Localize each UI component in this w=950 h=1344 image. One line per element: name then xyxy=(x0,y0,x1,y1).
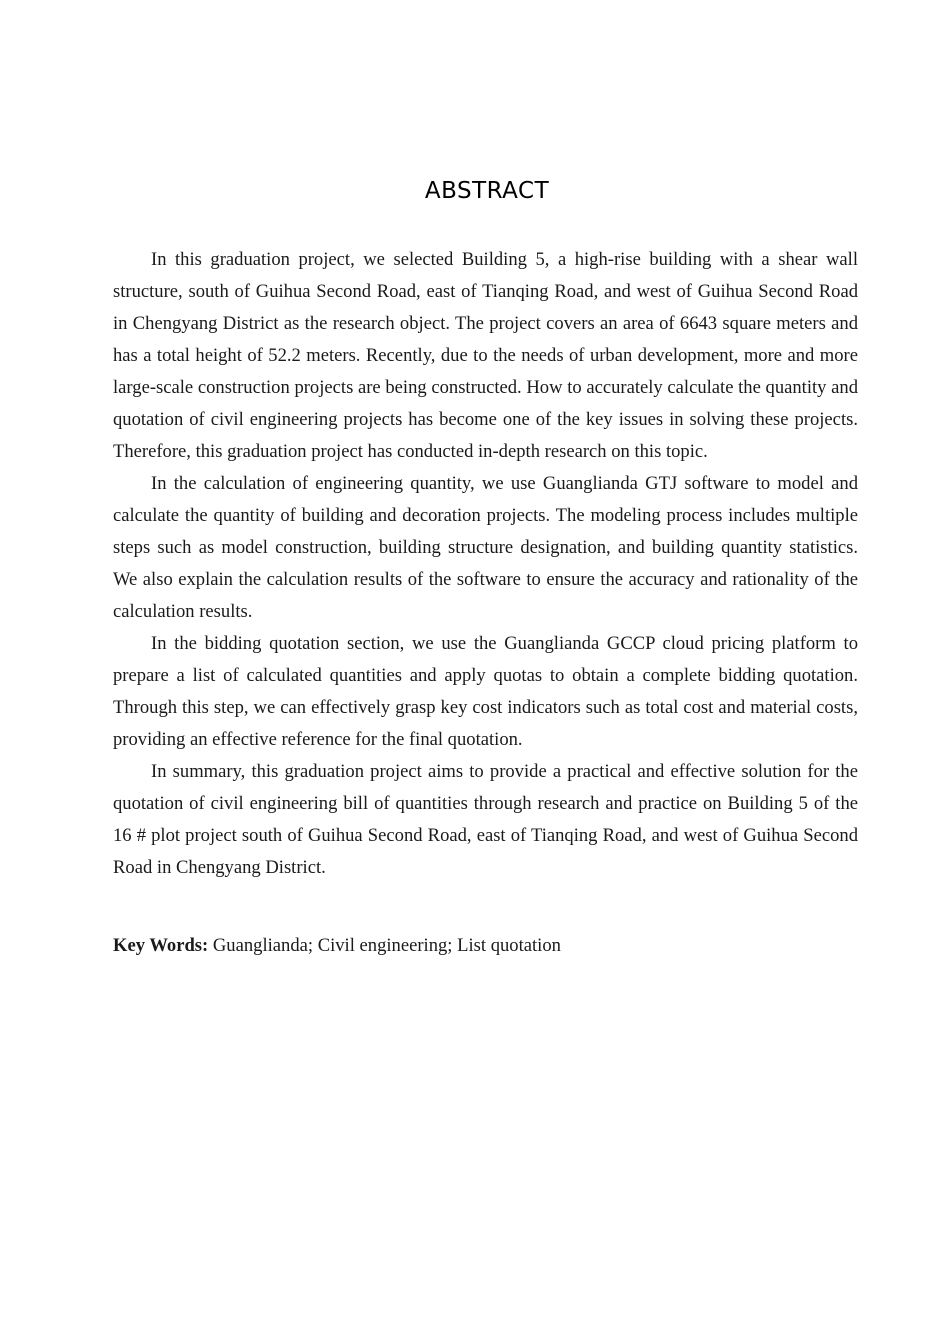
abstract-paragraph-1: In this graduation project, we selected Building 5, a high-rise building with a shear wall structure, south of Guihua Second Road, east of Tianqing Road, and west of Guihua Second Road in Chengyang District as the research object. The project covers an area of 6643 square meters and has a total height of 52.2 meters. Recently, due to the needs of urban development, more and more large-scale construction projects are being constructed. How to accurately calculate the quantity and quotation of civil engineering projects has become one of the key issues in solving these projects. Therefore, this graduation project has conducted in-depth research on this topic. xyxy=(113,249,858,462)
keywords-text: Guanglianda; Civil engineering; List quotation xyxy=(212,935,561,956)
abstract-title: ABSTRACT xyxy=(424,178,550,204)
keywords-line xyxy=(113,932,858,960)
keywords-label: Key Words: xyxy=(113,935,209,956)
abstract-paragraph-4: In summary, this graduation project aims to provide a practical and effective solution for the quotation of civil engineering bill of quantities through research and practice on Building 5 of the 16 # plot project south of Guihua Second Road, east of Tianqing Road, and west of Guihua Second Road in Chengyang District. xyxy=(113,761,858,878)
abstract-body xyxy=(113,244,858,884)
abstract-paragraph-2: In the calculation of engineering quantity, we use Guanglianda GTJ software to model and calculate the quantity of building and decoration projects. The modeling process includes multiple steps such as model construction, building structure designation, and building quantity statistics. We also explain the calculation results of the software to ensure the accuracy and rationality of the calculation results. xyxy=(113,473,858,622)
abstract-paragraph-3: In the bidding quotation section, we use the Guanglianda GCCP cloud pricing platform to prepare a list of calculated quantities and apply quotas to obtain a complete bidding quotation. Through this step, we can effectively grasp key cost indicators such as total cost and material costs, providing an effective reference for the final quotation. xyxy=(113,633,858,750)
